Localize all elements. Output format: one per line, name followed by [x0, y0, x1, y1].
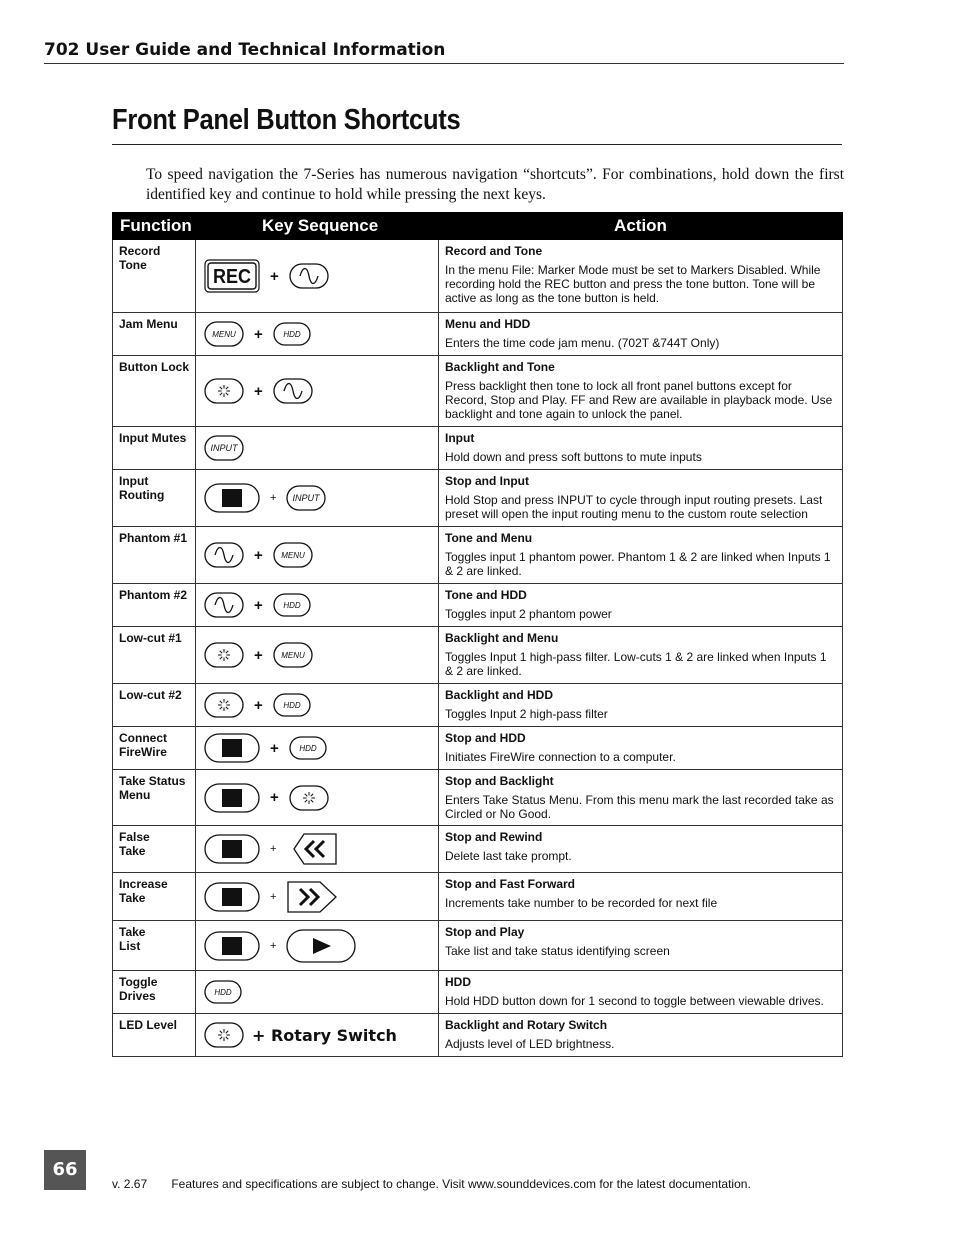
key-sequence: [204, 880, 430, 914]
key-sequence-cell: [196, 921, 439, 971]
table-row: [113, 356, 843, 427]
action-title: Menu and HDD: [445, 317, 531, 331]
fast-forward-button-icon: [286, 880, 338, 914]
action-title: Tone and HDD: [445, 588, 527, 602]
action-cell: [439, 826, 843, 873]
table-row: [113, 584, 843, 627]
key-sequence-cell: [196, 684, 439, 727]
action-title: Backlight and Tone: [445, 360, 555, 374]
function-label: Take: [119, 925, 146, 939]
function-label: Phantom #2: [119, 588, 188, 602]
action-description: In the menu File: Marker Mode must be set to Markers Disabled. While recording hold the REC button and press the tone button. Tone will be active as long as the tone button is held.: [445, 263, 821, 305]
backlight-button-icon: [204, 1022, 244, 1048]
table-row: [113, 971, 843, 1014]
plus-sign: +: [270, 492, 277, 504]
plus-sign: +: [270, 789, 279, 806]
table-row: [113, 470, 843, 527]
plus-sign: +: [254, 546, 263, 564]
function-label: Input Mutes: [119, 431, 187, 445]
key-sequence: [204, 980, 430, 1004]
function-cell: [113, 527, 196, 584]
action-cell: [439, 873, 843, 921]
action-cell: [439, 427, 843, 470]
action-cell: [439, 240, 843, 313]
key-sequence-cell: [196, 427, 439, 470]
plus-sign: +: [254, 596, 263, 614]
rotary-switch-label: + Rotary Switch: [252, 1025, 397, 1045]
function-cell: [113, 873, 196, 921]
action-title: Backlight and Rotary Switch: [445, 1018, 608, 1032]
key-sequence-cell: [196, 727, 439, 770]
stop-button-icon: [204, 483, 260, 513]
table-row: [113, 727, 843, 770]
function-label: Input: [119, 474, 149, 488]
function-label: Increase: [119, 877, 168, 891]
action-cell: [439, 313, 843, 356]
tone-button-icon: [289, 263, 329, 289]
action-title: Stop and Play: [445, 925, 525, 939]
input-button-icon: [204, 435, 244, 461]
svg-text:MENU: MENU: [280, 550, 305, 560]
table-header-row: [113, 213, 843, 240]
play-button-icon: [286, 929, 356, 963]
table-row: [113, 873, 843, 921]
key-sequence-cell: [196, 971, 439, 1014]
action-title: Stop and Input: [445, 474, 529, 488]
running-header: 702 User Guide and Technical Information: [44, 40, 844, 64]
function-label: Button Lock: [119, 360, 189, 374]
plus-sign: +: [270, 739, 279, 757]
table-row: [113, 1014, 843, 1057]
function-cell: [113, 826, 196, 873]
function-label: Tone: [119, 258, 147, 272]
function-label: Jam Menu: [119, 317, 178, 331]
plus-sign: +: [270, 267, 279, 285]
hdd-button-icon: [273, 693, 311, 717]
plus-sign: +: [254, 325, 263, 343]
function-label: Record: [119, 244, 161, 258]
action-cell: [439, 627, 843, 684]
table-row: [113, 313, 843, 356]
tone-button-icon: [204, 592, 244, 618]
svg-text:MENU: MENU: [212, 329, 236, 339]
hdd-button-icon: [273, 593, 311, 617]
stop-button-icon: [204, 834, 260, 864]
intro-paragraph: To speed navigation the 7-Series has numerous navigation “shortcuts”. For combinations, hold down the first identified key and continue to hold while pressing the next keys.: [146, 166, 844, 203]
function-cell: [113, 584, 196, 627]
action-title: Stop and Backlight: [445, 774, 554, 788]
action-title: Stop and HDD: [445, 731, 526, 745]
svg-text:HDD: HDD: [299, 743, 317, 753]
action-description: Adjusts level of LED brightness.: [445, 1037, 615, 1051]
footer: [112, 1177, 852, 1191]
function-label: Take Status: [119, 774, 186, 788]
function-label: Toggle: [119, 975, 158, 989]
key-sequence: [204, 321, 430, 347]
title-rule: [112, 144, 842, 145]
action-description: Increments take number to be recorded for next file: [445, 896, 718, 910]
action-description: Delete last take prompt.: [445, 849, 572, 863]
key-sequence: [204, 259, 430, 293]
stop-button-icon: [204, 783, 260, 813]
function-label: Phantom #1: [119, 531, 188, 545]
key-sequence-cell: [196, 470, 439, 527]
column-header-action: Action: [439, 213, 843, 240]
rewind-button-icon: [286, 832, 338, 866]
key-sequence-cell: [196, 873, 439, 921]
action-description: Hold HDD button down for 1 second to toggle between viewable drives.: [445, 994, 824, 1008]
function-cell: [113, 921, 196, 971]
menu-button-icon: [273, 542, 313, 568]
function-cell: [113, 727, 196, 770]
table-row: [113, 826, 843, 873]
function-cell: [113, 427, 196, 470]
action-description: Toggles input 1 phantom power. Phantom 1 & 2 are linked when Inputs 1 & 2 are linked.: [445, 550, 831, 578]
action-description: Enters Take Status Menu. From this menu mark the last recorded take as Circled or No Good.: [445, 793, 834, 821]
stop-button-icon: [204, 882, 260, 912]
action-title: Backlight and HDD: [445, 688, 554, 702]
page-number: 66: [44, 1150, 86, 1190]
function-label: Take: [119, 844, 146, 858]
key-sequence: [204, 592, 430, 618]
action-description: Hold Stop and press INPUT to cycle through input routing presets. Last preset will open the input routing menu to the custom route selection: [445, 493, 823, 521]
backlight-button-icon: [289, 785, 329, 811]
plus-sign: +: [270, 939, 277, 952]
svg-text:HDD: HDD: [214, 987, 232, 997]
function-label: List: [119, 939, 141, 953]
action-cell: [439, 684, 843, 727]
key-sequence: [204, 783, 430, 813]
action-description: Toggles Input 2 high-pass filter: [445, 707, 608, 721]
function-cell: [113, 356, 196, 427]
action-description: Enters the time code jam menu. (702T &744T Only): [445, 336, 720, 350]
action-title: Tone and Menu: [445, 531, 533, 545]
function-cell: [113, 684, 196, 727]
svg-text:HDD: HDD: [283, 329, 301, 339]
rec-button-icon: [204, 259, 260, 293]
page-title: Front Panel Button Shortcuts: [112, 104, 461, 136]
key-sequence-cell: [196, 240, 439, 313]
action-description: Toggles input 2 phantom power: [445, 607, 612, 621]
action-description: Take list and take status identifying screen: [445, 944, 670, 958]
column-header-key-sequence: Key Sequence: [196, 213, 439, 240]
function-label: FireWire: [119, 745, 167, 759]
function-cell: [113, 971, 196, 1014]
key-sequence: [204, 832, 430, 866]
table-row: [113, 427, 843, 470]
table-row: [113, 240, 843, 313]
table-row: [113, 684, 843, 727]
key-sequence: [204, 1022, 430, 1048]
tone-button-icon: [273, 378, 313, 404]
function-cell: [113, 240, 196, 313]
action-title: Stop and Fast Forward: [445, 877, 576, 891]
backlight-button-icon: [204, 642, 244, 668]
function-cell: [113, 470, 196, 527]
function-label: Take: [119, 891, 146, 905]
plus-sign: +: [254, 696, 263, 714]
action-cell: [439, 727, 843, 770]
function-label: False: [119, 830, 150, 844]
action-title: Stop and Rewind: [445, 830, 543, 844]
function-cell: [113, 1014, 196, 1057]
table-row: [113, 527, 843, 584]
action-cell: [439, 356, 843, 427]
action-cell: [439, 971, 843, 1014]
key-sequence: [204, 733, 430, 763]
column-header-function: Function: [113, 213, 196, 240]
svg-text:INPUT: INPUT: [292, 493, 320, 504]
key-sequence-cell: [196, 770, 439, 826]
action-description: Initiates FireWire connection to a computer.: [445, 750, 676, 764]
menu-button-icon: [204, 321, 244, 347]
stop-button-icon: [204, 931, 260, 961]
key-sequence-cell: [196, 313, 439, 356]
function-label: Connect: [119, 731, 167, 745]
action-description: Hold down and press soft buttons to mute inputs: [445, 450, 702, 464]
hdd-button-icon: [273, 322, 311, 346]
key-sequence: [204, 378, 430, 404]
key-sequence-cell: [196, 1014, 439, 1057]
function-cell: [113, 627, 196, 684]
svg-text:HDD: HDD: [283, 600, 301, 610]
key-sequence: [204, 642, 430, 668]
function-label: Drives: [119, 989, 156, 1003]
svg-text:HDD: HDD: [283, 700, 301, 710]
menu-button-icon: [273, 642, 313, 668]
action-cell: [439, 527, 843, 584]
action-cell: [439, 921, 843, 971]
table-row: [113, 921, 843, 971]
action-cell: [439, 1014, 843, 1057]
tone-button-icon: [204, 542, 244, 568]
action-title: Backlight and Menu: [445, 631, 559, 645]
stop-button-icon: [204, 733, 260, 763]
plus-sign: +: [270, 890, 277, 903]
function-label: Low-cut #2: [119, 688, 182, 702]
svg-text:REC: REC: [212, 266, 251, 289]
key-sequence-cell: [196, 627, 439, 684]
function-label: Low-cut #1: [119, 631, 182, 645]
plus-sign: +: [254, 382, 263, 400]
svg-text:INPUT: INPUT: [210, 443, 238, 454]
function-cell: [113, 770, 196, 826]
action-title: Input: [445, 431, 475, 445]
action-title: HDD: [445, 975, 471, 989]
function-cell: [113, 313, 196, 356]
action-description: Toggles Input 1 high-pass filter. Low-cuts 1 & 2 are linked when Inputs 1 & 2 are linked.: [445, 650, 827, 678]
action-description: Press backlight then tone to lock all front panel buttons except for Record, Stop and Play. FF and Rew are available in playback mode. Use backlight and tone again to unlock the panel.: [445, 379, 833, 421]
key-sequence: [204, 542, 430, 568]
svg-text:MENU: MENU: [280, 650, 305, 660]
key-sequence-cell: [196, 356, 439, 427]
key-sequence: [204, 483, 430, 513]
hdd-button-icon: [289, 736, 327, 760]
key-sequence-cell: [196, 584, 439, 627]
action-cell: [439, 770, 843, 826]
action-cell: [439, 584, 843, 627]
key-sequence-cell: [196, 527, 439, 584]
input-button-icon: [286, 485, 326, 511]
function-label: Menu: [119, 788, 151, 802]
table-row: [113, 627, 843, 684]
function-label: LED Level: [119, 1018, 178, 1032]
table-row: [113, 770, 843, 826]
function-label: Routing: [119, 488, 165, 502]
key-sequence: [204, 929, 430, 963]
plus-sign: +: [254, 646, 263, 664]
action-title: Record and Tone: [445, 244, 543, 258]
action-cell: [439, 470, 843, 527]
backlight-button-icon: [204, 378, 244, 404]
shortcuts-table: [112, 212, 843, 1057]
hdd-button-icon: [204, 980, 242, 1004]
key-sequence: [204, 435, 430, 461]
backlight-button-icon: [204, 692, 244, 718]
footer-notice: Features and specifications are subject to change. Visit www.sounddevices.com for the latest documentation.: [171, 1177, 751, 1191]
version-label: v. 2.67: [112, 1177, 148, 1191]
key-sequence: [204, 692, 430, 718]
key-sequence-cell: [196, 826, 439, 873]
plus-sign: +: [270, 843, 277, 855]
